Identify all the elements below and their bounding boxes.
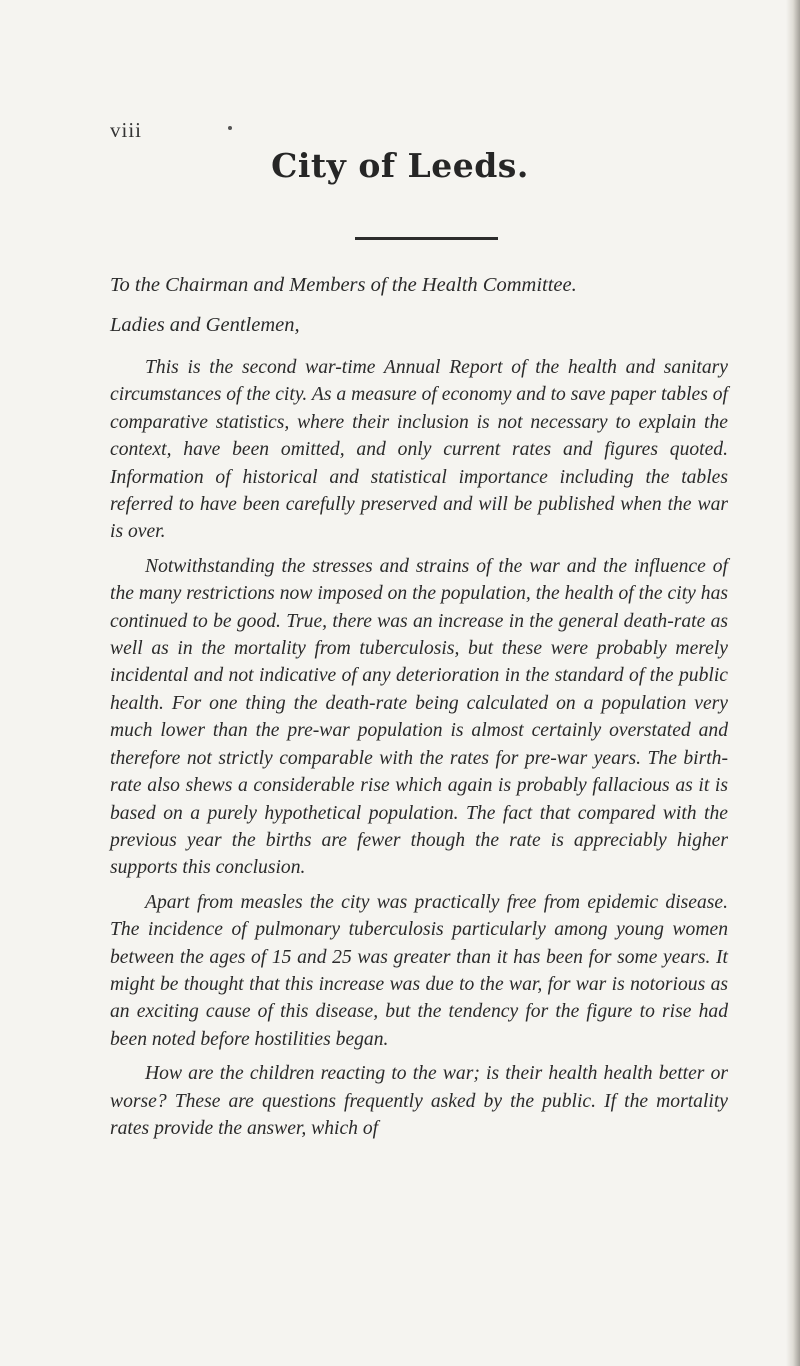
salutation: Ladies and Gentlemen, <box>110 314 300 336</box>
page-title: City of Leeds. <box>271 146 529 185</box>
paragraph: How are the children reacting to the war; is their health health better or worse? These are questions frequently asked by the public. If the mortality rates provide the answer, which of <box>110 1063 728 1139</box>
addressee-line: To the Chairman and Members of the Health Committee. <box>110 274 577 296</box>
letter-body <box>110 354 728 1149</box>
ink-speck <box>228 126 232 130</box>
paragraph: This is the second war-time Annual Report of the health and sanitary circumstances of the city. As a measure of economy and to save paper tables of comparative statistics, where their inclusion is not necessary to explain the context, have been omitted, and only current rates and figures quoted. Information of historical and statistical importance including the tables referred to have been carefully preserved and will be published when the war is over. <box>110 357 728 543</box>
page-edge-shadow <box>786 0 800 1366</box>
page-number: viii <box>110 118 143 142</box>
paragraph: Apart from measles the city was practically free from epidemic disease. The incidence of pulmonary tuberculosis particularly among young women between the ages of 15 and 25 was greater than it has been for some years. It might be thought that this increase was due to the war, for war is notorious as an exciting cause of this disease, but the tendency for the figure to rise had been noted before hostilities began. <box>110 891 728 1050</box>
paragraph: Notwithstanding the stresses and strains of the war and the influence of the many restrictions now imposed on the population, the health of the city has continued to be good. True, there was an increase in the general death-rate as well as in the mortality from tuberculosis, but these were probably merely incidental and not indicative of any deterioration in the standard of the public health. For one thing the death-rate being calculated on a population very much lower than the pre-war population is almost certainly overstated and therefore not strictly comparable with the rates for pre-war years. The birth-rate also shews a considerable rise which again is probably fallacious as it is based on a purely hypothetical population. The fact that compared with the previous year the births are fewer though the rate is appreciably higher supports this conclusion. <box>110 555 728 879</box>
title-rule <box>355 237 498 240</box>
